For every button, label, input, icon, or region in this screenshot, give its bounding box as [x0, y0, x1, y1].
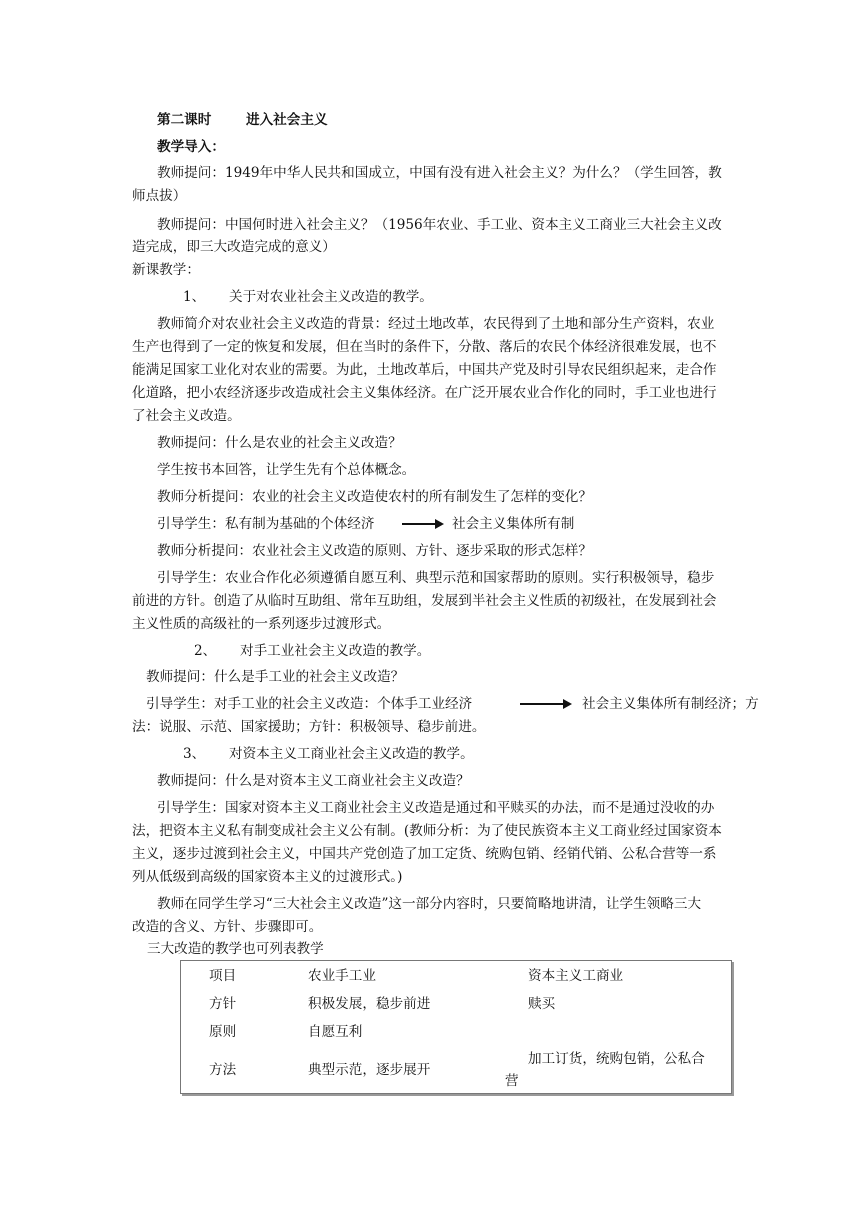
- table-row-label: 方针: [209, 996, 237, 1012]
- table-header-item: 项目: [209, 968, 237, 984]
- section1-bg-line5: 了社会主义改造。: [132, 408, 241, 424]
- section3-guide-line2: 法，把资本主义私有制变成社会主义公有制。(教师分析：为了使民族资本主义工商业经过国家资本: [132, 823, 722, 839]
- section1-guide2-line3: 主义性质的高级社的一系列逐步过渡形式。: [132, 616, 391, 632]
- intro-q1-line2: 师点拔）: [132, 188, 187, 204]
- table-header-capitalist-industry: 资本主义工商业: [528, 968, 624, 984]
- section1-q2: 教师分析提问：农业的社会主义改造使农村的所有制发生了怎样的变化？: [157, 489, 592, 505]
- section1-title: 关于对农业社会主义改造的教学。: [229, 289, 433, 305]
- section1-number: 1、: [183, 289, 206, 305]
- intro-q2-line1: 教师提问：中国何时进入社会主义？（1956年农业、手工业、资本主义工商业三大社会主义改: [157, 217, 722, 233]
- table-cell: 积极发展，稳步前进: [308, 996, 431, 1012]
- intro-q1-line1: 教师提问：1949年中华人民共和国成立，中国有没有进入社会主义？为什么？（学生回答，教: [157, 165, 722, 181]
- section2-q1: 教师提问：什么是手工业的社会主义改造？: [146, 669, 405, 685]
- section1-guide2-line1: 引导学生：农业合作化必须遵循自愿互利、典型示范和国家帮助的原则。实行积极领导，稳步: [157, 570, 715, 586]
- table-row-label: 方法: [209, 1062, 237, 1078]
- section1-guide1-left: 引导学生：私有制为基础的个体经济: [157, 516, 375, 532]
- section1-q1: 教师提问：什么是农业的社会主义改造？: [157, 435, 402, 451]
- table-header-agri-handicraft: 农业手工业: [308, 968, 376, 984]
- intro-heading: 教学导入：: [157, 139, 225, 155]
- section1-bg-line2: 生产也得到了一定的恢复和发展，但在当时的条件下，分散、落后的农民个体经济很难发展，也不: [132, 339, 717, 355]
- section2-guide-right: 社会主义集体所有制经济；方: [582, 696, 759, 712]
- section3-q1: 教师提问：什么是对资本主义工商业社会主义改造？: [157, 773, 470, 789]
- section2-number: 2、: [194, 643, 217, 659]
- section3-guide-line3: 主义，逐步过渡到社会主义，中国共产党创造了加工定货、统购包销、经销代销、公私合营等一系: [132, 846, 717, 862]
- section1-guide2-line2: 前进的方针。创造了从临时互助组、常年互助组，发展到半社会主义性质的初级社，在发展到社会: [132, 593, 717, 609]
- lesson-title: 第二课时: [157, 112, 212, 128]
- right-arrow-icon: [520, 699, 572, 709]
- section2-guide-line2: 法：说服、示范、国家援助；方针：积极领导、稳步前进。: [132, 719, 486, 735]
- section3-title: 对资本主义工商业社会主义改造的教学。: [229, 746, 474, 762]
- section3-guide-line4: 列从低级到高级的国家资本主义的过渡形式。): [132, 869, 403, 885]
- section1-bg-line3: 能满足国家工业化对农业的需要。为此，土地改革后，中国共产党及时引导农民组织起来，走合作: [132, 362, 717, 378]
- table-cell: 营: [505, 1073, 519, 1089]
- section3-tip-line1: 教师在同学生学习“三大社会主义改造”这一部分内容时，只要简略地讲清，让学生领略三大: [157, 896, 702, 912]
- table-row-label: 原则: [209, 1024, 237, 1040]
- new-lesson-heading: 新课教学：: [132, 262, 200, 278]
- section3-number: 3、: [183, 746, 206, 762]
- table-cell: 自愿互利: [308, 1024, 363, 1040]
- section1-bg-line1: 教师简介对农业社会主义改造的背景：经过土地改革，农民得到了土地和部分生产资料，农业: [157, 316, 715, 332]
- reform-summary-table: [180, 960, 732, 1094]
- section1-bg-line4: 化道路，把小农经济逐步改造成社会主义集体经济。在广泛开展农业合作化的同时，手工业也进行: [132, 385, 717, 401]
- section1-q3: 教师分析提问：农业社会主义改造的原则、方针、逐步采取的形式怎样？: [157, 543, 592, 559]
- section1-guide1-right: 社会主义集体所有制: [452, 516, 575, 532]
- section2-title: 对手工业社会主义改造的教学。: [240, 643, 431, 659]
- section2-guide-left: 引导学生：对手工业的社会主义改造：个体手工业经济: [146, 696, 473, 712]
- table-cell: 赎买: [528, 996, 556, 1012]
- right-arrow-icon: [402, 519, 444, 529]
- section3-guide-line1: 引导学生：国家对资本主义工商业社会主义改造是通过和平赎买的办法，而不是通过没收的办: [157, 800, 715, 816]
- table-cell: 典型示范，逐步展开: [308, 1062, 431, 1078]
- table-intro: 三大改造的教学也可列表教学: [147, 941, 324, 957]
- intro-q2-line2: 造完成，即三大改造完成的意义）: [132, 239, 336, 255]
- section3-tip-line2: 改造的含义、方针、步骤即可。: [132, 919, 323, 935]
- section1-a1: 学生按书本回答，让学生先有个总体概念。: [157, 462, 416, 478]
- lesson-subtitle: 进入社会主义: [246, 112, 328, 128]
- table-cell: 加工订货，统购包销，公私合: [528, 1051, 705, 1067]
